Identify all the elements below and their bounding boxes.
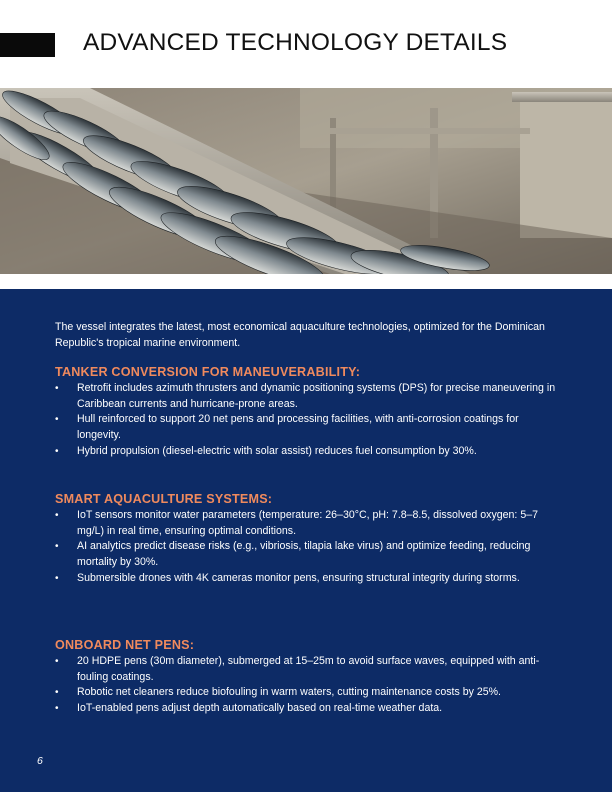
bullet-icon: • — [55, 541, 59, 553]
section-heading: TANKER CONVERSION FOR MANEUVERABILITY: — [55, 365, 361, 379]
bullet-icon: • — [55, 383, 59, 394]
page-title: ADVANCED TECHNOLOGY DETAILS — [83, 29, 508, 56]
list-item-text: AI analytics predict disease risks (e.g., vibriosis, tilapia lake virus) and optimize feeding, reducing mortality by 30%. — [77, 540, 531, 569]
list-item — [55, 412, 565, 443]
page-number: 6 — [37, 755, 43, 767]
bullet-icon: • — [55, 687, 59, 699]
list-item — [55, 381, 565, 412]
bullet-list — [55, 654, 565, 717]
intro-paragraph: The vessel integrates the latest, most economical aquaculture technologies, optimized for the Dominican Republic's tropical marine environment. — [55, 321, 545, 349]
section-tanker-conversion — [55, 365, 565, 460]
list-item-text: Hybrid propulsion (diesel-electric with solar assist) reduces fuel consumption by 30%. — [77, 444, 477, 457]
list-item — [55, 701, 565, 717]
list-item — [55, 539, 565, 570]
list-item-text: IoT sensors monitor water parameters (temperature: 26–30°C, pH: 7.8–8.5, dissolved oxygen: 5–7 mg/L) in real time, ensuring optimal conditions. — [77, 509, 538, 537]
bullet-icon: • — [55, 572, 59, 584]
bullet-list — [55, 381, 565, 460]
section-onboard-net-pens — [55, 638, 565, 717]
content-panel — [0, 289, 612, 792]
list-item — [55, 571, 565, 587]
list-item-text: Retrofit includes azimuth thrusters and dynamic positioning systems (DPS) for precise maneuvering in Caribbean currents and hurricane-prone areas. — [77, 382, 556, 410]
hero-photo — [0, 88, 612, 274]
fish-conveyor-illustration — [0, 88, 612, 274]
header-accent-bar — [0, 33, 55, 57]
section-smart-aquaculture — [55, 492, 565, 587]
list-item-text: 20 HDPE pens (30m diameter), submerged at 15–25m to avoid surface waves, equipped with anti-fouling coatings. — [77, 655, 540, 683]
section-heading: ONBOARD NET PENS: — [55, 638, 195, 652]
list-item-text: Hull reinforced to support 20 net pens and processing facilities, with anti-corrosion coatings for longevity. — [77, 413, 519, 442]
bullet-icon: • — [55, 703, 59, 715]
bullet-icon: • — [55, 414, 59, 426]
bullet-icon: • — [55, 445, 59, 457]
section-heading: SMART AQUACULTURE SYSTEMS: — [55, 492, 273, 506]
list-item-text: Submersible drones with 4K cameras monitor pens, ensuring structural integrity during storms. — [77, 571, 520, 584]
list-item-text: Robotic net cleaners reduce biofouling in warm waters, cutting maintenance costs by 25%. — [77, 686, 501, 699]
bullet-list — [55, 508, 565, 587]
list-item — [55, 685, 565, 701]
bullet-icon: • — [55, 656, 59, 667]
page-header — [0, 0, 612, 88]
list-item — [55, 654, 565, 685]
list-item — [55, 444, 565, 460]
list-item — [55, 508, 565, 539]
bullet-icon: • — [55, 510, 59, 521]
list-item-text: IoT-enabled pens adjust depth automatically based on real-time weather data. — [77, 702, 443, 715]
